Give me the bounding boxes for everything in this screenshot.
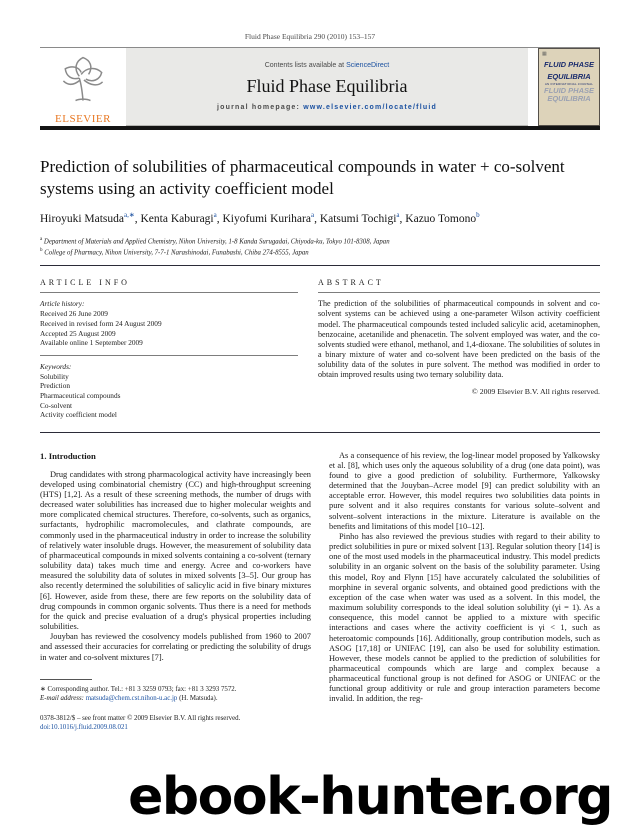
elsevier-logo	[40, 48, 126, 126]
history-item: Received in revised form 24 August 2009	[40, 318, 162, 328]
affiliation-text: College of Pharmacy, Nihon University, 7-7-1 Narashinodai, Funabashi, Chiba 274-8555, Japan	[42, 249, 309, 257]
title-block-rule	[40, 265, 600, 266]
keyword-item: Co-solvent	[40, 400, 73, 410]
article-info-heading: ARTICLE INFO	[40, 278, 130, 288]
body-columns	[40, 451, 600, 732]
keyword-item: Pharmaceutical compounds	[40, 390, 121, 400]
history-item: Accepted 25 August 2009	[40, 328, 116, 338]
history-item: Received 26 June 2009	[40, 309, 108, 319]
rule	[318, 292, 600, 293]
info-abstract-block	[40, 278, 600, 419]
author-sup: a	[213, 211, 217, 219]
article-info-column	[40, 278, 298, 419]
abstract-column	[318, 278, 600, 419]
keyword-item: Solubility	[40, 371, 69, 381]
homepage-line	[217, 104, 437, 111]
author-separator: ,	[216, 212, 223, 225]
banner-bottom-bar	[40, 126, 600, 130]
footer-block	[40, 714, 311, 732]
journal-title: Fluid Phase Equilibria	[246, 76, 408, 96]
footnote-block	[40, 679, 311, 703]
journal-banner	[40, 48, 600, 126]
author-separator: ,	[399, 212, 406, 225]
author-name: Kenta Kaburagi	[140, 212, 214, 225]
email-link[interactable]: matsuda@chem.cst.nihon-u.ac.jp	[85, 694, 178, 702]
author-sup: a	[396, 211, 400, 219]
article-title: Prediction of solubilities of pharmaceutical compounds in water + co-solvent systems using an activity coefficient model	[40, 157, 565, 198]
elsevier-tree-icon	[55, 52, 111, 113]
copyright-line: © 2009 Elsevier B.V. All rights reserved.	[471, 387, 600, 397]
author-sup: b	[476, 211, 480, 219]
keyword-item: Prediction	[40, 381, 70, 391]
footnote-rule	[40, 679, 92, 680]
author-separator: ,	[314, 212, 320, 225]
contents-line	[265, 62, 390, 69]
body-paragraph: Jouyban has reviewed the cosolvency models published from 1960 to 2007 and assessed their accuracies for correlating or predicting the solubility of drugs in water and co-solvent mixtures [7].	[40, 632, 311, 662]
author-sup: a,∗	[124, 211, 135, 219]
cover-title-line5: EQUILIBRIA	[547, 94, 591, 103]
article-history-label: Article history:	[40, 299, 85, 309]
watermark: ebook-hunter.org	[128, 767, 612, 827]
page-citation: Fluid Phase Equilibria 290 (2010) 153–157	[244, 32, 376, 41]
abstract-heading: ABSTRACT	[318, 278, 384, 288]
email-line	[40, 694, 311, 703]
authors-line	[40, 211, 600, 225]
cover-title-line1: FLUID PHASE	[543, 60, 594, 69]
affiliation-b	[40, 246, 600, 257]
rule	[40, 292, 298, 293]
body-paragraph: Pinho has also reviewed the previous studies with regard to their ability to predict solubilities in pure or mixed solvent [13]. Regular solution theory [14] is one of the most used models in the pharmaceutical industry. This model predicts solubility in an organic solvent on the basis of the solubility parameter. Using this model, Roy and Flynn [15] have accurately calculated the solubilities of morphine in several organic solvents, and obtained good predictions with the exception of the case when water was used as a solvent. In this model, the maximum solubility corresponds to the ideal solution solubility (γi = 1). As a consequence, this model cannot be applied to a mixture with specific interactions and cases where the activity coefficient is γi < 1, such as heteroatomic compounds [16]. Additionally, group contribution models, such as ASOG [17,18] or UNIFAC [19], can also be used for solubility estimation. However, these models cannot be applied to the prediction of solubilities for pharmaceutical compounds which are large and complex because a pharmaceutical functional group is not defined for ASOG or UNIFAC or the functional group additivity or rule and group interaction parameters become invalid. In addition, the reg-	[329, 531, 600, 704]
cover-subtitle: AN INTERNATIONAL JOURNAL	[544, 82, 594, 86]
sciencedirect-link[interactable]: ScienceDirect	[346, 62, 390, 69]
keywords-label: Keywords:	[40, 361, 72, 371]
author-separator: ,	[134, 212, 141, 225]
rule	[40, 355, 298, 356]
abstract-text: The prediction of the solubilities of pharmaceutical compounds in solvent and co-solvent systems can be achieved using a one-parameter Wilson activity coefficient model. The pharmaceutical compounds tested included salicylic acid, acetaminophen, benzocaine, acetanilide and phenacetin. The solvent employed was water, and the co-solvents studied were ethanol, methanol, and 1,4-dioxane. The solubilities of solutes in a binary mixture of water and co-solvent have been predicted on the basis of the solubility data of the solutes in pure solvent. The method was modified in order to obtain improved results using two ternary solubility data.	[318, 299, 600, 380]
affiliation-text: Department of Materials and Applied Chemistry, Nihon University, 1-8 Kanda Surugadai, Chiyoda-ku, Tokyo 101-8308, Japan	[42, 238, 390, 246]
body-paragraph: Drug candidates with strong pharmacological activity have increasingly been developed using combinatorial chemistry (CC) and high-throughput screening (HTS) [1,2]. As a result of these screening methods, the number of drugs with decreased water solubilities has increased due to higher molecular weights and more complicated chemical structures. Therefore, co-solvents, such as organics, surfactants, hydrophilic macromolecules, and clathrate compounds, are commonly used in the pharmaceutical industry in order to increase the solubility of relatively water insoluble drugs. However, the measurement of solubility data of pharmaceutical compounds in mixed solvents containing a co-solvent (ternary solubility data) takes much time and energy. Acree and co-workers have measured the solubility data of solutes in mixed solvents [3–5]. Our group has also recently determined the solubilities of salicylic acid in five binary mixtures [6]. However, aside from these, there are few reports on the solubility data of drug compounds in common organic solvents. Thus there is a need for methods for the quick and precise evaluation of a drug's physical properties including solubilities.	[40, 469, 311, 632]
affiliation-sup: a	[40, 236, 43, 242]
contents-prefix: Contents lists available at	[264, 62, 347, 69]
corresponding-author-note: ∗ Corresponding author. Tel.: +81 3 3259 0793; fax: +81 3 3293 7572.	[40, 685, 237, 693]
affiliation-a	[40, 235, 600, 246]
info-block-bottom-rule	[40, 432, 600, 433]
affiliations	[40, 235, 600, 258]
author-name: Katsumi Tochigi	[319, 212, 397, 225]
email-label: E-mail address:	[40, 694, 86, 702]
affiliation-sup: b	[40, 248, 43, 254]
author-sup: a	[310, 211, 315, 219]
author-name: Hiroyuki Matsuda	[40, 212, 125, 225]
email-suffix: (H. Matsuda).	[177, 694, 218, 702]
body-paragraph: As a consequence of his review, the log-linear model proposed by Yalkowsky et al. [8], which uses only the aqueous solubility of a drug (one data point), was found to give a good prediction of solubility. Furthermore, Yalkowsky determined that the Jouyban–Acree model [9] can predict solubility with an acceptable error. However, this model requires two solubilities data points in pure solvent and it also requires constants for various solute–solvent and solvent–solvent interactions in the mixture. Literature is available on the benefits and limitations of this model [10–12].	[329, 450, 600, 531]
left-column	[40, 451, 311, 732]
cover-title-line2: EQUILIBRIA	[547, 72, 591, 81]
history-item: Available online 1 September 2009	[40, 338, 143, 348]
keyword-item: Activity coefficient model	[40, 410, 117, 420]
issn-line: 0378-3812/$ – see front matter © 2009 Elsevier B.V. All rights reserved.	[40, 714, 241, 722]
cover-title-line4: FLUID PHASE	[543, 86, 594, 95]
journal-cover	[538, 48, 600, 126]
author-name: Kiyofumi Kurihara	[222, 212, 311, 225]
right-column	[329, 451, 600, 732]
homepage-link[interactable]: www.elsevier.com/locate/fluid	[303, 104, 437, 111]
doi-link[interactable]: doi:10.1016/j.fluid.2009.08.021	[40, 723, 128, 731]
cover-publisher-icon: ▦	[542, 51, 547, 57]
banner-center	[126, 48, 528, 126]
section-heading-introduction: 1. Introduction	[40, 450, 96, 461]
homepage-label: journal homepage:	[217, 104, 304, 111]
elsevier-wordmark: ELSEVIER	[55, 113, 111, 125]
author-name: Kazuo Tomono	[405, 212, 477, 225]
